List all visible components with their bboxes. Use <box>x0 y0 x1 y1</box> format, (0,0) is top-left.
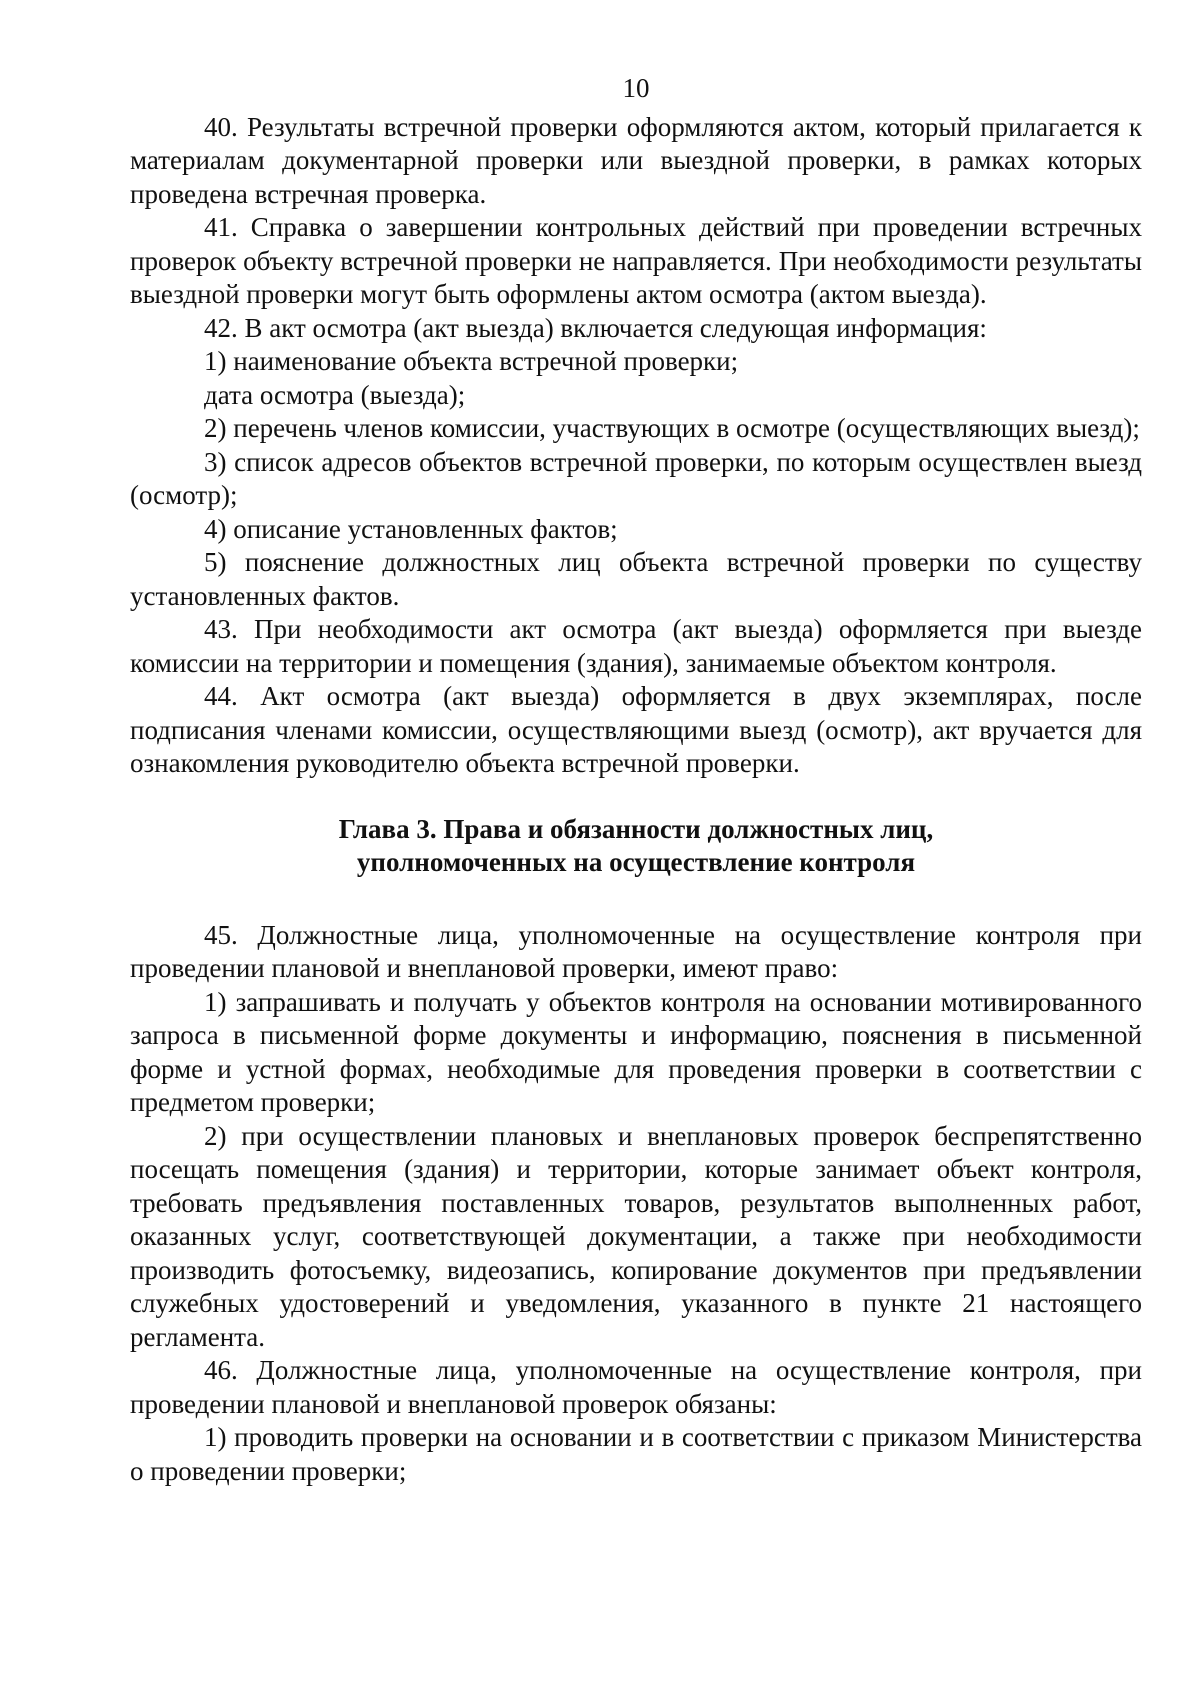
paragraph-46: 46. Должностные лица, уполномоченные на осуществление контроля, при проведении плановой и внеплановой проверок обязаны: <box>130 1355 1142 1419</box>
paragraph-43: 43. При необходимости акт осмотра (акт выезда) оформляется при выезде комиссии на территории и помещения (здания), занимаемые объектом контроля. <box>130 614 1142 678</box>
page-number: 10 <box>622 73 650 103</box>
list-item-42-5: 5) пояснение должностных лиц объекта встречной проверки по существу установленных фактов. <box>130 547 1142 611</box>
list-item-42-4: 4) описание установленных фактов; <box>204 513 618 544</box>
chapter-heading-line-2: уполномоченных на осуществление контроля <box>356 846 916 877</box>
chapter-heading-line-1: Глава 3. Права и обязанности должностных лиц, <box>338 813 934 844</box>
list-item-42-3: 3) список адресов объектов встречной проверки, по которым осуществлен выезд (осмотр); <box>130 446 1142 510</box>
paragraph-41: 41. Справка о завершении контрольных действий при проведении встречных проверок объекту встречной проверки не направляется. При необходимости результаты выездной проверки могут быть оформлены актом осмотра (актом выезда). <box>130 212 1142 309</box>
list-item-45-1: 1) запрашивать и получать у объектов контроля на основании мотивированного запроса в письменной форме документы и информацию, пояснения в письменной форме и устной формах, необходимые для проведения проверки в соответствии с предметом проверки; <box>130 986 1142 1117</box>
paragraph-45: 45. Должностные лица, уполномоченные на осуществление контроля при проведении плановой и внеплановой проверки, имеют право: <box>130 919 1142 983</box>
list-item-42-1-date: дата осмотра (выезда); <box>204 379 466 410</box>
paragraph-42: 42. В акт осмотра (акт выезда) включается следующая информация: <box>204 312 987 343</box>
paragraph-44: 44. Акт осмотра (акт выезда) оформляется в двух экземплярах, после подписания членами комиссии, осуществляющими выезд (осмотр), акт вручается для ознакомления руководителю объекта встречной проверки. <box>130 681 1142 778</box>
paragraph-40: 40. Результаты встречной проверки оформляются актом, который прилагается к материалам документарной проверки или выездной проверки, в рамках которых проведена встречная проверка. <box>130 111 1142 209</box>
document-page <box>130 72 1142 1488</box>
list-item-42-2: 2) перечень членов комиссии, участвующих в осмотре (осуществляющих выезд); <box>204 413 1140 443</box>
chapter-heading <box>130 813 1142 879</box>
list-item-46-1: 1) проводить проверки на основании и в соответствии с приказом Министерства о проведении проверки; <box>130 1422 1142 1486</box>
list-item-42-1: 1) наименование объекта встречной проверки; <box>204 346 739 376</box>
list-item-45-2: 2) при осуществлении плановых и внеплановых проверок беспрепятственно посещать помещения (здания) и территории, которые занимает объект контроля, требовать предъявления поставленных товаров, результатов выполненных работ, оказанных услуг, соответствующей документации, а также при необходимости производить фотосъемку, видеозапись, копирование документов при предъявлении служебных удостоверений и уведомления, указанного в пункте 21 настоящего регламента. <box>130 1120 1142 1352</box>
